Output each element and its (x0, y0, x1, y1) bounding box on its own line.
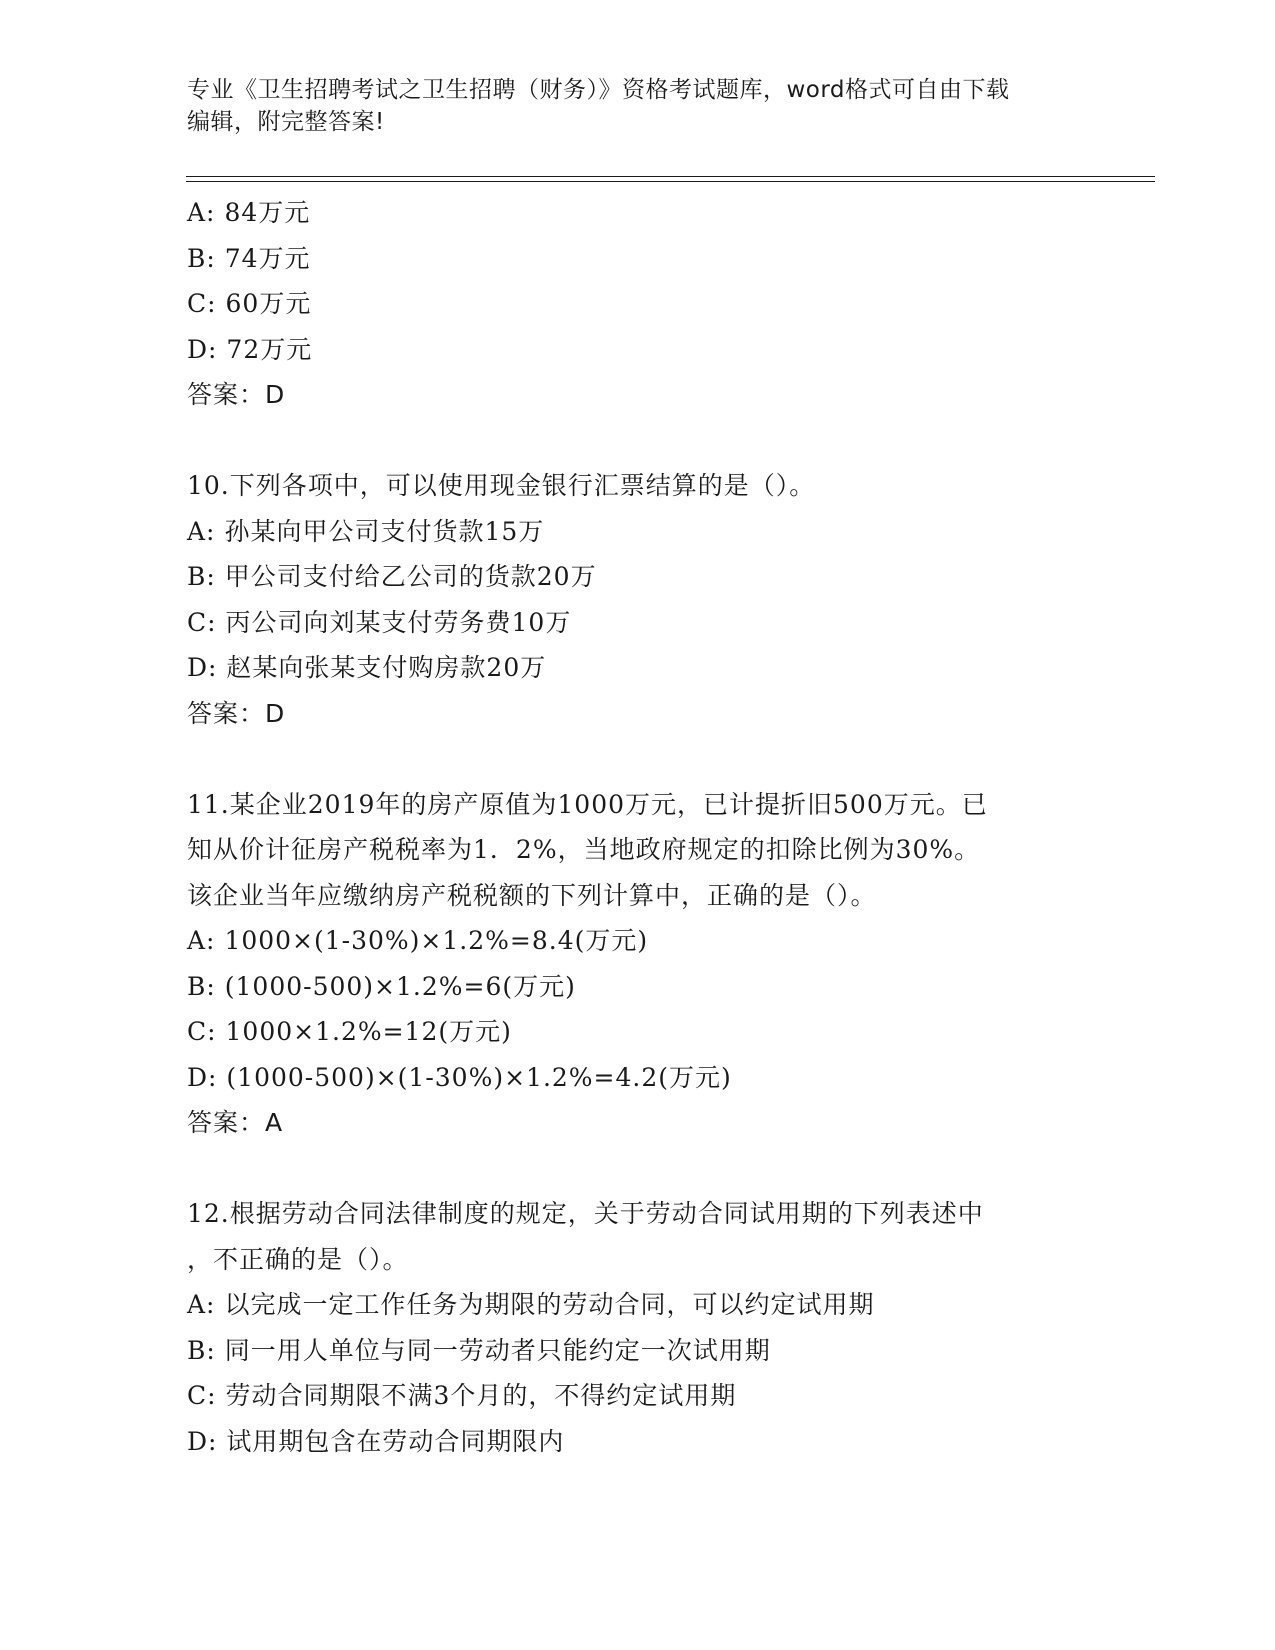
stem-line: 10.下列各项中，可以使用现金银行汇票结算的是（）。 (187, 471, 816, 500)
question-stem (187, 782, 1147, 919)
option-a: A: 以完成一定工作任务为期限的劳动合同，可以约定试用期 (187, 1290, 875, 1319)
option-d: D: 72万元 (187, 334, 313, 364)
header-line-1: 专业《卫生招聘考试之卫生招聘（财务）》资格考试题库，word格式可自由下载 (187, 77, 1010, 103)
option-c: C: 丙公司向刘某支付劳务费10万 (187, 607, 572, 637)
document-header (187, 74, 1067, 138)
stem-line: 该企业当年应缴纳房产税税额的下列计算中，正确的是（）。 (187, 880, 877, 910)
stem-line: 知从价计征房产税税率为1．2%，当地政府规定的扣除比例为30%。 (187, 835, 981, 864)
question-10 (187, 463, 1147, 736)
header-divider-top (186, 176, 1155, 177)
option-b: B: (1000-500)×1.2%=6(万元) (187, 971, 576, 1001)
question-stem (187, 1191, 1147, 1282)
question-9-partial (187, 190, 1147, 418)
option-c: C: 60万元 (187, 289, 312, 318)
question-11 (187, 782, 1147, 1146)
answer-label: 答案：D (187, 698, 286, 728)
option-d: D: 试用期包含在劳动合同期限内 (187, 1426, 565, 1456)
option-b: B: 74万元 (187, 243, 311, 273)
answer-label: 答案：D (187, 380, 286, 409)
header-divider-bottom (186, 181, 1155, 182)
option-a: A: 84万元 (187, 198, 311, 227)
option-a: A: 1000×(1-30%)×1.2%=8.4(万元) (187, 926, 649, 955)
stem-line: 12.根据劳动合同法律制度的规定，关于劳动合同试用期的下列表述中 (187, 1199, 984, 1228)
question-stem (187, 463, 1147, 509)
option-b: B: 甲公司支付给乙公司的货款20万 (187, 562, 597, 591)
answer-label: 答案：A (187, 1108, 284, 1137)
question-list (187, 190, 1147, 1464)
option-d: D: 赵某向张某支付购房款20万 (187, 653, 547, 682)
option-d: D: (1000-500)×(1-30%)×1.2%=4.2(万元) (187, 1062, 732, 1092)
option-b: B: 同一用人单位与同一劳动者只能约定一次试用期 (187, 1335, 771, 1365)
stem-line: ，不正确的是（）。 (187, 1244, 409, 1274)
option-c: C: 1000×1.2%=12(万元) (187, 1017, 512, 1046)
option-a: A: 孙某向甲公司支付货款15万 (187, 516, 545, 546)
question-12 (187, 1191, 1147, 1464)
header-line-2: 编辑，附完整答案! (187, 109, 385, 135)
stem-line: 11.某企业2019年的房产原值为1000万元，已计提折旧500万元。已 (187, 789, 988, 819)
option-c: C: 劳动合同期限不满3个月的，不得约定试用期 (187, 1381, 737, 1410)
